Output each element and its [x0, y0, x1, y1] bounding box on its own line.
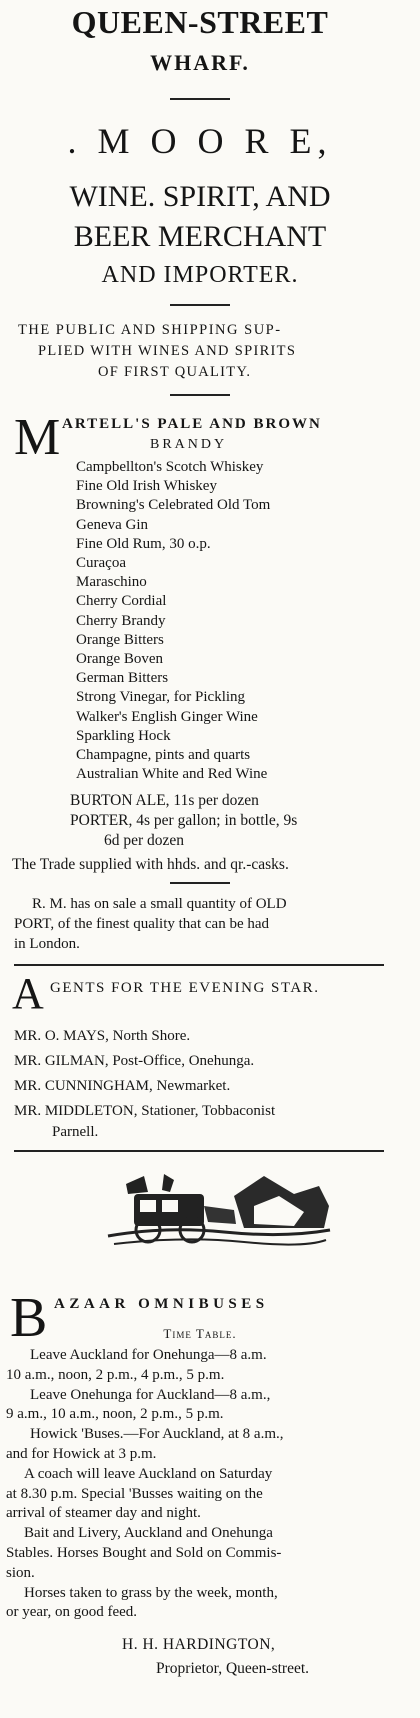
agents-list: [14, 1024, 275, 1124]
product-item: Strong Vinegar, for Pickling: [76, 689, 246, 706]
timetable-heading: Time Table.: [163, 1326, 237, 1341]
merchant-line-3: AND IMPORTER.: [101, 262, 299, 288]
timetable-line: Leave Onehunga for Auckland—8 a.m.,: [30, 1386, 271, 1403]
product-item: Geneva Gin: [76, 516, 149, 533]
product-item: Browning's Celebrated Old Tom: [76, 497, 271, 514]
drop-cap: M: [14, 409, 61, 466]
product-item: Australian White and Red Wine: [76, 766, 268, 783]
intro-line-2: PLIED WITH WINES AND SPIRITS: [38, 343, 297, 359]
timetable-line: and for Howick at 3 p.m.: [6, 1445, 157, 1462]
agent-entry-continued: Parnell.: [52, 1124, 99, 1140]
port-line-1: R. M. has on sale a small quantity of OLD: [32, 896, 287, 912]
stagecoach-illustration: [104, 1166, 334, 1256]
signature: H. H. HARDINGTON,: [122, 1636, 276, 1653]
timetable-line: at 8.30 p.m. Special 'Busses waiting on the: [6, 1485, 263, 1502]
product-list: [76, 458, 270, 784]
trade-line: The Trade supplied with hhds. and qr.-casks.: [12, 856, 289, 873]
divider: [170, 882, 230, 884]
port-line-2: PORT, of the finest quality that can be had: [14, 916, 270, 932]
product-item: Champagne, pints and quarts: [76, 747, 251, 764]
timetable-line: A coach will leave Auckland on Saturday: [24, 1465, 273, 1482]
intro-line-1: THE PUBLIC AND SHIPPING SUP-: [18, 322, 282, 338]
drop-cap: B: [10, 1287, 48, 1349]
product-item: Sparkling Hock: [76, 727, 171, 744]
header-title: QUEEN-STREET: [71, 4, 329, 40]
products-heading: ARTELL'S PALE AND BROWN: [62, 416, 322, 432]
product-item: Cherry Brandy: [76, 612, 166, 629]
timetable-line: 9 a.m., 10 a.m., noon, 2 p.m., 5 p.m.: [6, 1406, 224, 1423]
timetable-line: 10 a.m., noon, 2 p.m., 4 p.m., 5 p.m.: [6, 1366, 225, 1383]
product-item: Campbellton's Scotch Whiskey: [76, 459, 264, 475]
product-item: Fine Old Irish Whiskey: [76, 478, 217, 495]
timetable-line: or year, on good feed.: [6, 1604, 138, 1621]
timetable-line: Stables. Horses Bought and Sold on Commis-: [6, 1544, 282, 1561]
agent-entry: MR. GILMAN, Post-Office, Onehunga.: [14, 1053, 255, 1069]
divider: [170, 98, 230, 100]
agent-entry: MR. MIDDLETON, Stationer, Tobbaconist: [14, 1103, 276, 1119]
agents-heading: GENTS FOR THE EVENING STAR.: [50, 980, 320, 996]
product-item: Walker's English Ginger Wine: [76, 708, 258, 725]
product-item: Maraschino: [76, 574, 147, 591]
products-heading-2: BRANDY: [150, 437, 228, 452]
merchant-name: . M O O R E,: [67, 121, 333, 161]
port-line-3: in London.: [14, 936, 80, 952]
product-item: Fine Old Rum, 30 o.p.: [76, 535, 211, 552]
agent-entry: MR. CUNNINGHAM, Newmarket.: [14, 1078, 231, 1094]
proprietor-title: Proprietor, Queen-street.: [156, 1660, 310, 1677]
ale-line-2: PORTER, 4s per gallon; in bottle, 9s: [70, 812, 298, 829]
section-rule: [14, 964, 384, 966]
timetable-line: Bait and Livery, Auckland and Onehunga: [24, 1525, 273, 1542]
intro-line-3: OF FIRST QUALITY.: [98, 364, 252, 380]
product-item: Orange Boven: [76, 651, 164, 668]
timetable-line: Howick 'Buses.—For Auckland, at 8 a.m.,: [30, 1426, 284, 1443]
timetable: [6, 1346, 284, 1623]
product-item: Cherry Cordial: [76, 593, 167, 610]
timetable-line: Leave Auckland for Onehunga—8 a.m.: [30, 1347, 267, 1363]
merchant-line-2: BEER MERCHANT: [73, 220, 327, 253]
section-rule: [14, 1150, 384, 1152]
divider: [170, 304, 230, 306]
omnibus-heading: AZAAR OMNIBUSES: [54, 1296, 269, 1312]
product-item: Curaçoa: [76, 555, 126, 572]
timetable-line: arrival of steamer day and night.: [6, 1505, 201, 1522]
timetable-line: Horses taken to grass by the week, month,: [24, 1584, 278, 1601]
divider: [170, 394, 230, 396]
product-item: Orange Bitters: [76, 631, 164, 648]
timetable-line: sion.: [6, 1564, 35, 1581]
drop-cap: A: [12, 969, 44, 1018]
merchant-line-1: WINE. SPIRIT, AND: [69, 180, 331, 213]
ale-line-1: BURTON ALE, 11s per dozen: [70, 792, 259, 809]
product-item: German Bitters: [76, 670, 169, 687]
agent-entry: MR. O. MAYS, North Shore.: [14, 1028, 191, 1044]
header-subtitle: WHARF.: [150, 50, 250, 75]
ale-line-3: 6d per dozen: [104, 832, 185, 849]
